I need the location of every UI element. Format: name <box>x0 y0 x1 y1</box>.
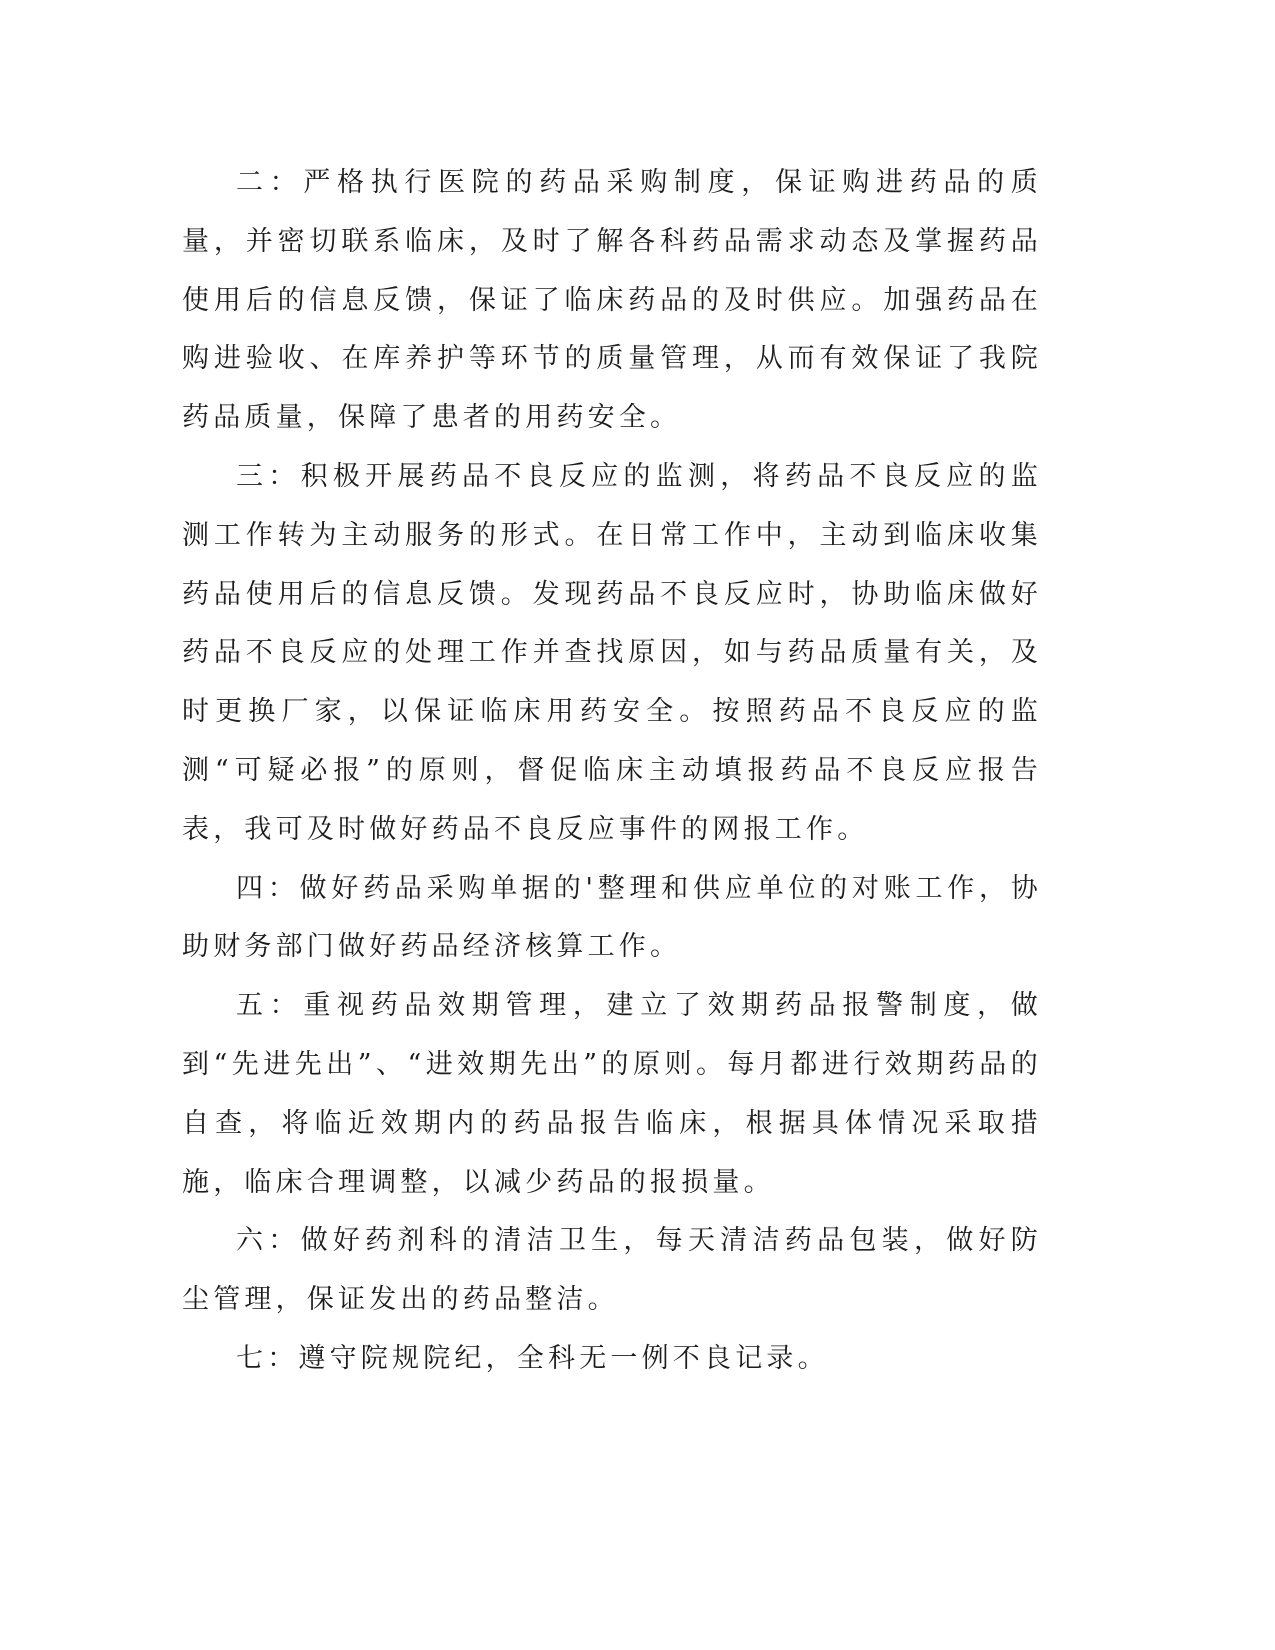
paragraph-2: 二：严格执行医院的药品采购制度，保证购进药品的质量，并密切联系临床，及时了解各科药品需求动态及掌握药品使用后的信息反馈，保证了临床药品的及时供应。加强药品在购进验收、在库养护等环节的质量管理，从而有效保证了我院药品质量，保障了患者的用药安全。 <box>182 167 1042 434</box>
paragraph-5: 五：重视药品效期管理，建立了效期药品报警制度，做到“先进先出”、“进效期先出”的原则。每月都进行效期药品的自查，将临近效期内的药品报告临床，根据具体情况采取措施，临床合理调整，以减少药品的报损量。 <box>182 990 1042 1198</box>
document-body <box>182 154 1042 1389</box>
paragraph-3: 三：积极开展药品不良反应的监测，将药品不良反应的监测工作转为主动服务的形式。在日常工作中，主动到临床收集药品使用后的信息反馈。发现药品不良反应时，协助临床做好药品不良反应的处理工作并查找原因，如与药品质量有关，及时更换厂家，以保证临床用药安全。按照药品不良反应的监测“可疑必报”的原则，督促临床主动填报药品不良反应报告表，我可及时做好药品不良反应事件的网报工作。 <box>182 460 1042 845</box>
paragraph-4: 四：做好药品采购单据的'整理和供应单位的对账工作，协助财务部门做好药品经济核算工作。 <box>182 872 1042 963</box>
paragraph-7: 七：遵守院规院纪，全科无一例不良记录。 <box>236 1342 829 1374</box>
paragraph-6: 六：做好药剂科的清洁卫生，每天清洁药品包装，做好防尘管理，保证发出的药品整洁。 <box>182 1225 1042 1316</box>
